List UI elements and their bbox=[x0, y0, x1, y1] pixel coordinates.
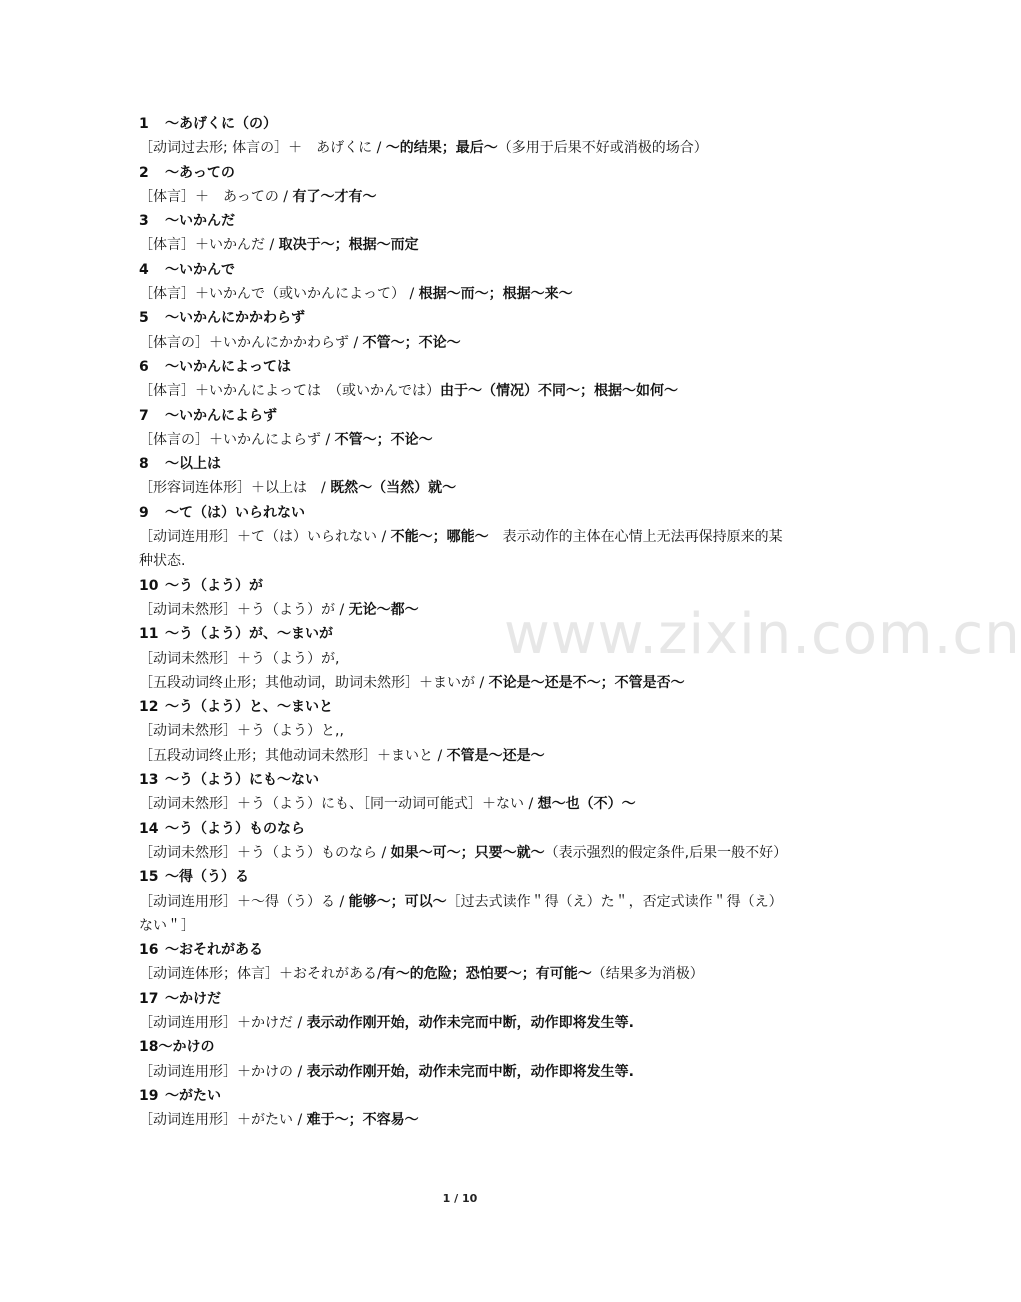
entry-heading bbox=[139, 452, 789, 476]
entry-title: ～いかんで bbox=[165, 261, 235, 278]
entry-number: 6 bbox=[139, 358, 149, 375]
entry-title: ～あげくに（の） bbox=[165, 116, 277, 132]
definition-pattern: ［体言］＋ あっての / bbox=[139, 188, 293, 205]
definition-meaning: 有～的危险；恐怕要～；有可能～ bbox=[381, 966, 592, 983]
definition-pattern: ［动词未然形］＋う（よう）と,, bbox=[139, 723, 344, 740]
entry-number: 3 bbox=[139, 213, 149, 230]
entry-number: 4 bbox=[139, 261, 149, 278]
definition-meaning: 如果～可～；只要～就～ bbox=[390, 844, 545, 861]
entry-definition bbox=[139, 525, 789, 574]
definition-meaning: 无论～都～ bbox=[348, 601, 419, 618]
entry-title: ～がたい bbox=[165, 1087, 221, 1104]
entry-definition bbox=[139, 136, 789, 160]
entry-heading bbox=[139, 938, 789, 962]
entry-heading bbox=[139, 306, 789, 330]
document-body bbox=[139, 112, 789, 1132]
definition-pattern: ［过去式读作＂得（え）た＂，否定式读作＂得（え）ない＂］ bbox=[139, 893, 783, 934]
entry-number: 10 bbox=[139, 577, 159, 594]
entry-definition bbox=[139, 331, 789, 355]
definition-pattern: ［形容词连体形］＋以上は / bbox=[139, 480, 331, 497]
entry-heading bbox=[139, 574, 789, 598]
definition-meaning: 能够～；可以～ bbox=[348, 893, 447, 910]
entry-definition bbox=[139, 282, 789, 306]
definition-pattern: ［体言］＋いかんだ / bbox=[139, 237, 279, 254]
entry-definition bbox=[139, 185, 789, 209]
definition-pattern: ［体言の］＋いかんによらず / bbox=[139, 431, 335, 448]
definition-pattern: ［动词连用形］＋がたい / bbox=[139, 1112, 307, 1129]
entry-title: ～う（よう）が、～まいが bbox=[165, 626, 333, 643]
definition-pattern: 表示动作的主体在心情上无法再保持原来的某种状态. bbox=[139, 529, 783, 570]
entry-title: ～おそれがある bbox=[165, 942, 263, 959]
entry-definition bbox=[139, 841, 789, 865]
entry-number: 19 bbox=[139, 1087, 159, 1104]
definition-pattern: ［动词连用形］＋かけだ / bbox=[139, 1014, 307, 1031]
definition-pattern: （表示强烈的假定条件,后果一般不好） bbox=[544, 844, 788, 861]
definition-pattern: ［动词连用形］＋て（は）いられない / bbox=[139, 529, 391, 546]
entry-heading bbox=[139, 817, 789, 841]
entry-heading bbox=[139, 987, 789, 1011]
entry-number: 1 bbox=[139, 116, 149, 132]
entry-heading bbox=[139, 258, 789, 282]
entry-title: ～かけの bbox=[158, 1039, 215, 1056]
entry-title: ～得（う）る bbox=[165, 869, 249, 886]
definition-meaning: 难于～；不容易～ bbox=[306, 1112, 419, 1129]
definition-pattern: ［体言］＋いかんによっては （或いかんでは） bbox=[139, 383, 440, 400]
entry-number: 5 bbox=[139, 310, 149, 327]
definition-pattern: ［动词未然形］＋う（よう）ものなら / bbox=[139, 844, 391, 861]
entry-definition bbox=[139, 1060, 789, 1084]
definition-meaning: 由于～（情况）不同～；根据～如何～ bbox=[440, 383, 678, 400]
definition-pattern: ［五段动词终止形；其他动词，助词未然形］＋まいが / bbox=[139, 674, 489, 691]
entry-number: 8 bbox=[139, 456, 149, 473]
entry-heading bbox=[139, 355, 789, 379]
entry-heading bbox=[139, 404, 789, 428]
definition-meaning: 不能～；哪能～ bbox=[390, 529, 489, 546]
entry-definition bbox=[139, 233, 789, 257]
entry-title: ～いかんにかかわらず bbox=[165, 310, 305, 327]
entry-heading bbox=[139, 1084, 789, 1108]
entry-number: 15 bbox=[139, 869, 159, 886]
definition-meaning: 既然～（当然）就～ bbox=[330, 480, 457, 497]
entry-number: 7 bbox=[139, 407, 149, 424]
definition-pattern: ［体言］＋いかんで（或いかんによって） / bbox=[139, 286, 419, 303]
entry-heading bbox=[139, 112, 789, 136]
definition-meaning: 表示动作刚开始，动作未完而中断，动作即将发生等. bbox=[306, 1014, 634, 1031]
entry-number: 16 bbox=[139, 942, 159, 959]
entry-number: 12 bbox=[139, 699, 159, 716]
entry-heading bbox=[139, 209, 789, 233]
definition-meaning: 想～也（不）～ bbox=[537, 796, 636, 813]
entry-title: ～かけだ bbox=[165, 990, 221, 1007]
entry-heading bbox=[139, 161, 789, 185]
entry-heading bbox=[139, 768, 789, 792]
entry-number: 9 bbox=[139, 504, 149, 521]
entry-definition bbox=[139, 379, 789, 403]
entry-definition bbox=[139, 1011, 789, 1035]
watermark: www.zixin.com.cn bbox=[504, 602, 1021, 667]
entry-heading bbox=[139, 622, 789, 646]
definition-meaning: 表示动作刚开始，动作未完而中断，动作即将发生等. bbox=[306, 1063, 634, 1080]
definition-meaning: 根据～而～；根据～来～ bbox=[418, 286, 573, 303]
definition-pattern: （多用于后果不好或消极的场合） bbox=[497, 140, 708, 157]
definition-meaning: 不论是～还是不～；不管是否～ bbox=[488, 674, 685, 691]
definition-pattern: ［动词未然形］＋う（よう）にも、［同一动词可能式］＋ない / bbox=[139, 796, 538, 813]
definition-pattern: ［动词连用形］＋～得（う）る / bbox=[139, 893, 349, 910]
entry-heading bbox=[139, 1035, 789, 1059]
entry-number: 11 bbox=[139, 626, 159, 643]
entry-definition bbox=[139, 890, 789, 939]
entry-heading bbox=[139, 501, 789, 525]
entry-definition bbox=[139, 792, 789, 816]
entry-title: ～て（は）いられない bbox=[165, 504, 305, 521]
definition-pattern: （结果多为消极） bbox=[591, 966, 704, 983]
definition-pattern: ［动词未然形］＋う（よう）が / bbox=[139, 601, 349, 618]
entry-number: 13 bbox=[139, 772, 159, 789]
definition-pattern: ［动词连用形］＋かけの / bbox=[139, 1063, 307, 1080]
entry-title: ～う（よう）が bbox=[165, 577, 263, 594]
entry-definition bbox=[139, 744, 789, 768]
definition-pattern: ［体言の］＋いかんにかかわらず / bbox=[139, 334, 363, 351]
definition-meaning: ～的结果；最后～ bbox=[385, 140, 498, 157]
entry-title: ～あっての bbox=[165, 164, 235, 181]
entry-number: 2 bbox=[139, 164, 149, 181]
entry-definition bbox=[139, 647, 789, 671]
entry-title: ～う（よう）ものなら bbox=[165, 820, 305, 837]
entry-number: 17 bbox=[139, 990, 159, 1007]
entry-title: ～いかんだ bbox=[165, 213, 235, 230]
entry-title: ～う（よう）と、～まいと bbox=[165, 699, 333, 716]
entry-definition bbox=[139, 1108, 789, 1132]
entry-definition bbox=[139, 671, 789, 695]
entry-number: 14 bbox=[139, 820, 159, 837]
definition-pattern: ［动词连体形；体言］＋おそれがある/ bbox=[139, 966, 382, 983]
page-number: 1 / 10 bbox=[442, 1192, 478, 1205]
definition-pattern: ［动词未然形］＋う（よう）が, bbox=[139, 650, 340, 667]
definition-meaning: 取决于～；根据～而定 bbox=[278, 237, 419, 254]
definition-pattern: ［五段动词终止形；其他动词未然形］＋まいと / bbox=[139, 747, 447, 764]
definition-pattern: ［动词过去形; 体言の］＋ あげくに / bbox=[139, 140, 386, 157]
definition-meaning: 有了～才有～ bbox=[292, 188, 377, 205]
entry-definition bbox=[139, 598, 789, 622]
entry-title: ～いかんによらず bbox=[165, 407, 277, 424]
definition-meaning: 不管是～还是～ bbox=[446, 747, 545, 764]
entry-definition bbox=[139, 719, 789, 743]
entry-title: ～いかんによっては bbox=[165, 358, 291, 375]
entry-number: 18 bbox=[139, 1039, 159, 1056]
entry-definition bbox=[139, 476, 789, 500]
definition-meaning: 不管～；不论～ bbox=[334, 431, 433, 448]
entry-title: ～以上は bbox=[165, 456, 221, 473]
entry-definition bbox=[139, 428, 789, 452]
definition-meaning: 不管～；不论～ bbox=[362, 334, 461, 351]
entry-title: ～う（よう）にも～ない bbox=[165, 772, 319, 789]
entry-definition bbox=[139, 962, 789, 986]
entry-heading bbox=[139, 695, 789, 719]
entry-heading bbox=[139, 865, 789, 889]
